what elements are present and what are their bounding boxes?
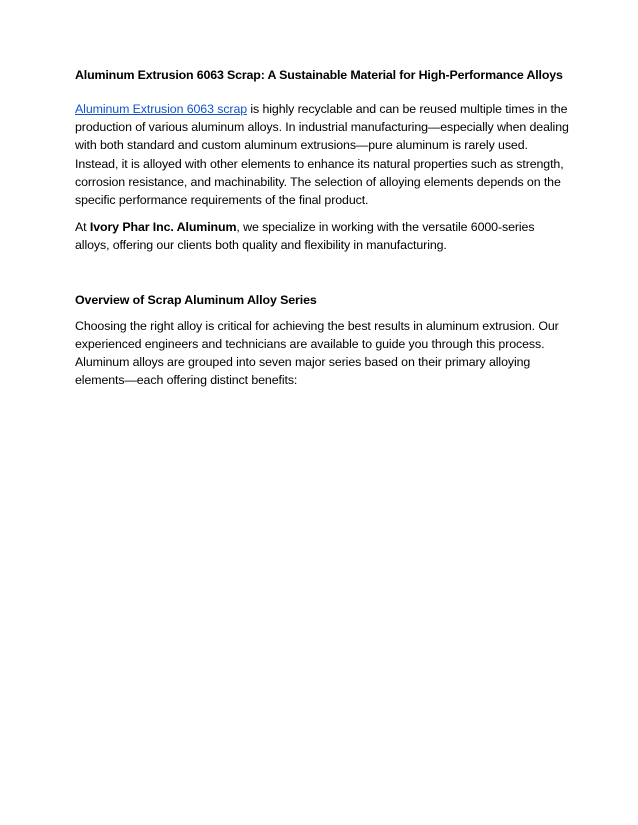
company-paragraph bbox=[75, 218, 570, 254]
intro-paragraph bbox=[75, 100, 570, 209]
document-title: Aluminum Extrusion 6063 Scrap: A Sustainable Material for High-Performance Alloys bbox=[75, 68, 563, 82]
company-prefix: At bbox=[75, 220, 90, 235]
document-page bbox=[75, 66, 570, 398]
section-spacer bbox=[75, 264, 570, 291]
section-paragraph: Choosing the right alloy is critical for achieving the best results in aluminum extrusion. Our experienced engineers and technicians are available to guide you through this process. Aluminum alloys are grouped into seven major series based on their primary alloying elements—each offering distinct benefits: bbox=[75, 318, 559, 388]
intro-text: is highly recyclable and can be reused multiple times in the production of various aluminum alloys. In industrial manufacturing—especially when dealing with both standard and custom aluminum extrusions—pure aluminum is rarely used. Instead, it is alloyed with other elements to enhance its natural properties such as strength, corrosion resistance, and machinability. The selection of alloying elements depends on the specific performance requirements of the final product. bbox=[75, 102, 569, 208]
aluminum-extrusion-link[interactable]: Aluminum Extrusion 6063 scrap bbox=[75, 102, 248, 116]
section-heading: Overview of Scrap Aluminum Alloy Series bbox=[75, 292, 317, 307]
company-text: , we specialize in working with the versatile 6000-series alloys, offering our clients both quality and flexibility in manufacturing. bbox=[75, 220, 535, 253]
company-name: Ivory Phar Inc. Aluminum bbox=[89, 220, 237, 235]
